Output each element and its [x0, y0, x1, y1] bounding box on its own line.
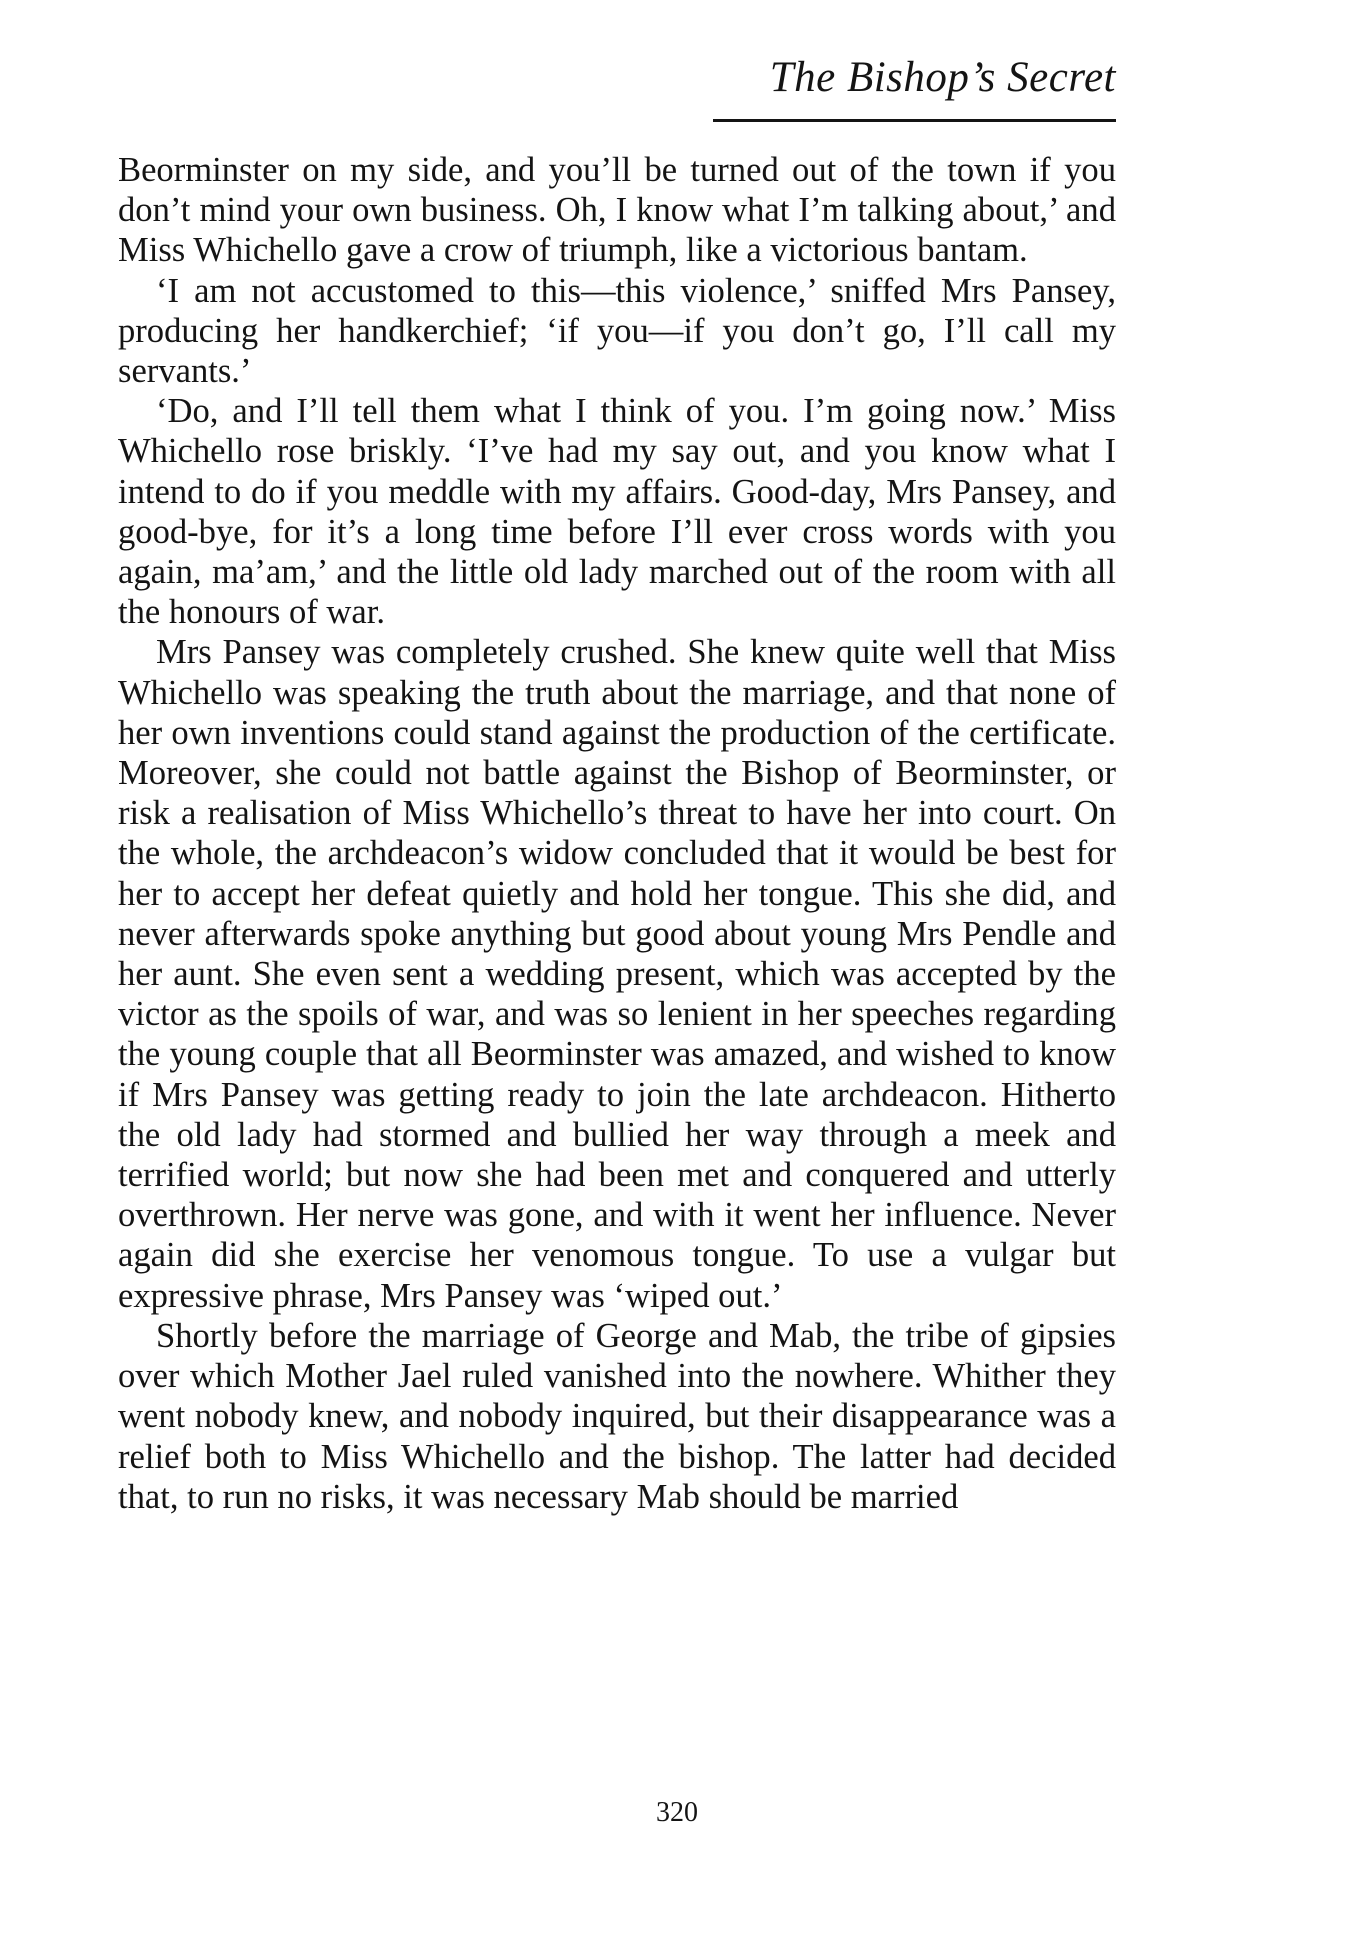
running-head: The Bishop’s Secret [769, 54, 1116, 101]
paragraph: ‘I am not accustomed to this—this violence,’ sniffed Mrs Pansey, producing her handkerchief; ‘if you—if you don’t go, I’ll call my servants.’ [118, 271, 1116, 391]
paragraph-continued: Beorminster on my side, and you’ll be turned out of the town if you don’t mind your own business. Oh, I know what I’m talking about,’ and Miss Whichello gave a crow of triumph, like a victorious bantam. [118, 151, 1116, 270]
paragraph: Mrs Pansey was completely crushed. She knew quite well that Miss Whichello was speaking the truth about the marriage, and that none of her own inventions could stand against the production of the certificate. Moreover, she could not battle against the Bishop of Beorminster, or risk a realisation of Miss Whichello’s threat to have her into court. On the whole, the archdeacon’s widow concluded that it would be best for her to accept her defeat quietly and hold her tongue. This she did, and never afterwards spoke anything but good about young Mrs Pendle and her aunt. She even sent a wedding present, which was accepted by the victor as the spoils of war, and was so lenient in her speeches regarding the young couple that all Beorminster was amazed, and wished to know if Mrs Pansey was getting ready to join the late archdeacon. Hitherto the old lady had stormed and bullied her way through a meek and terrified world; but now she had been met and conquered and utterly overthrown. Her nerve was gone, and with it went her influence. Never again did she exercise her venomous tongue. To use a vulgar but expressive phrase, Mrs Pansey was ‘wiped out.’ [118, 633, 1116, 1315]
body-text [118, 150, 1116, 1517]
paragraph: ‘Do, and I’ll tell them what I think of you. I’m going now.’ Miss Whichello rose briskly. ‘I’ve had my say out, and you know what I intend to do if you meddle with my affairs. Good-day, Mrs Pansey, and good-bye, for it’s a long time before I’ll ever cross words with you again, ma’am,’ and the little old lady marched out of the room with all the honours of war. [118, 392, 1116, 632]
paragraph: Shortly before the marriage of George and Mab, the tribe of gipsies over which Mother Jael ruled vanished into the nowhere. Whither they went nobody knew, and nobody inquired, but their disappearance was a relief both to Miss Whichello and the bishop. The latter had decided that, to run no risks, it was necessary Mab should be married [118, 1316, 1116, 1516]
page-number: 320 [656, 1797, 698, 1828]
header-rule [713, 119, 1116, 122]
